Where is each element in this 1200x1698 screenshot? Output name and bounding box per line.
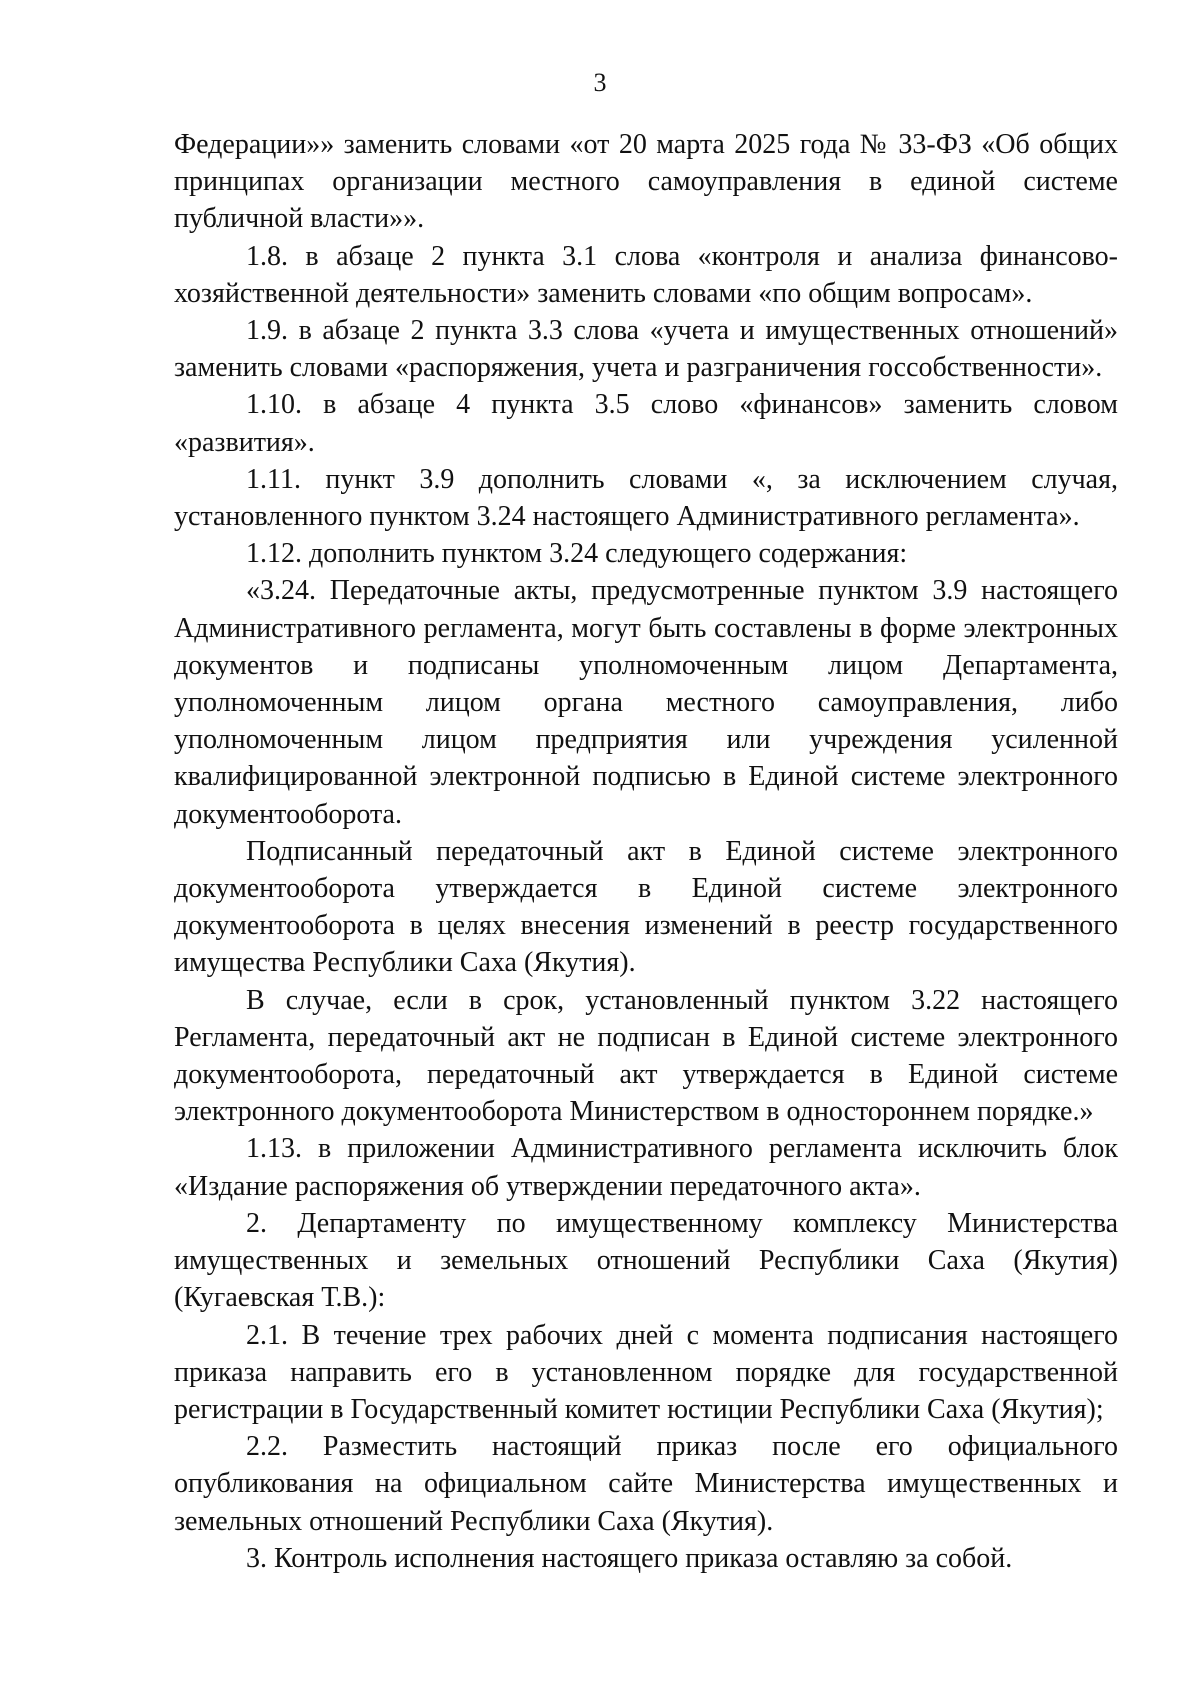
paragraph-item-2: 2. Департаменту по имущественному комплексу Министерства имущественных и земельных отношений Республики Саха (Якутия) (Кугаевская Т.В.): [174, 1207, 1118, 1314]
paragraph-federal-law-replacement: Федерации»» заменить словами «от 20 марта 2025 года № 33-ФЗ «Об общих принципах организации местного самоуправления в единой системе публичной власти»». [174, 129, 1118, 235]
paragraph-item-1-10: 1.10. в абзаце 4 пункта 3.5 слово «финансов» заменить словом «развития». [174, 389, 1118, 458]
paragraph-clause-3-24: «3.24. Передаточные акты, предусмотренные пунктом 3.9 настоящего Административного регламента, могут быть составлены в форме электронных документов и подписаны уполномоченным лицом Департамента, уполномоченным лицом органа местного самоуправления, либо уполномоченным лицом предприятия или учреждения усиленной квалифицированной электронной подписью в Единой системе электронного документооборота. [174, 575, 1118, 830]
paragraph-item-1-12: 1.12. дополнить пунктом 3.24 следующего содержания: [246, 538, 908, 570]
paragraph-item-1-11: 1.11. пункт 3.9 дополнить словами «, за исключением случая, установленного пунктом 3.24 настоящего Административного регламента». [174, 463, 1118, 533]
document-body [174, 126, 1118, 1577]
paragraph-item-1-9: 1.9. в абзаце 2 пункта 3.3 слова «учета и имущественных отношений» заменить словами «распоряжения, учета и разграничения госсобственности». [174, 315, 1118, 384]
paragraph-item-1-13: 1.13. в приложении Административного регламента исключить блок «Издание распоряжения об утверждении передаточного акта». [174, 1133, 1118, 1202]
paragraph-unsigned-act: В случае, если в срок, установленный пунктом 3.22 настоящего Регламента, передаточный акт не подписан в Единой системе электронного документооборота, передаточный акт утверждается в Единой системе электронного документооборота Министерством в одностороннем порядке.» [174, 984, 1118, 1128]
paragraph-item-2-1: 2.1. В течение трех рабочих дней с момента подписания настоящего приказа направить его в установленном порядке для государственной регистрации в Государственный комитет юстиции Республики Саха (Якутия); [174, 1319, 1118, 1425]
paragraph-item-2-2: 2.2. Разместить настоящий приказ после его официального опубликования на официальном сайте Министерства имущественных и земельных отношений Республики Саха (Якутия). [174, 1431, 1118, 1537]
paragraph-signed-act: Подписанный передаточный акт в Единой системе электронного документооборота утверждается в Единой системе электронного документооборота в целях внесения изменений в реестр государственного имущества Республики Саха (Якутия). [174, 835, 1118, 979]
paragraph-item-1-8: 1.8. в абзаце 2 пункта 3.1 слова «контроля и анализа финансово-хозяйственной деятельности» заменить словами «по общим вопросам». [174, 240, 1118, 309]
page-number: 3 [593, 68, 607, 97]
paragraph-item-3: 3. Контроль исполнения настоящего приказа оставляю за собой. [246, 1542, 1013, 1574]
